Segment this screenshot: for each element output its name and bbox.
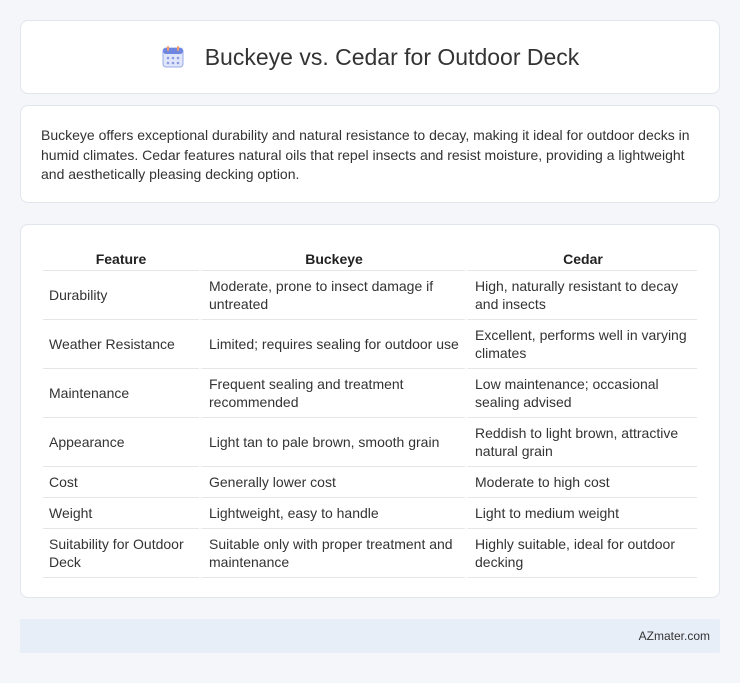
- cedar-cell: Light to medium weight: [465, 498, 697, 529]
- intro-text: Buckeye offers exceptional durability and natural resistance to decay, making it ideal for outdoor decks in humid climates. Cedar features natural oils that repel insects and resist moisture, providing a lightweight and aesthetically pleasing decking option.: [41, 127, 690, 182]
- feature-cell: Appearance: [43, 418, 199, 467]
- table-row: [43, 467, 697, 498]
- table-row: [43, 271, 697, 320]
- table-row: [43, 320, 697, 369]
- cedar-cell: Moderate to high cost: [465, 467, 697, 498]
- table-card: [20, 224, 720, 598]
- table-header-row: [43, 245, 697, 271]
- buckeye-cell: Moderate, prone to insect damage if untreated: [199, 271, 465, 320]
- header-cedar: Cedar: [465, 245, 697, 271]
- cedar-cell: Highly suitable, ideal for outdoor decking: [465, 529, 697, 578]
- table-row: [43, 418, 697, 467]
- header-buckeye: Buckeye: [199, 245, 465, 271]
- cedar-cell: Low maintenance; occasional sealing advised: [465, 369, 697, 418]
- buckeye-cell: Limited; requires sealing for outdoor use: [199, 320, 465, 369]
- feature-cell: Durability: [43, 271, 199, 320]
- feature-cell: Cost: [43, 467, 199, 498]
- page-title: Buckeye vs. Cedar for Outdoor Deck: [204, 43, 580, 70]
- table-row: [43, 498, 697, 529]
- buckeye-cell: Suitable only with proper treatment and maintenance: [199, 529, 465, 578]
- feature-cell: Weight: [43, 498, 199, 529]
- title-wrap: [161, 44, 580, 71]
- table-row: [43, 369, 697, 418]
- table-row: [43, 529, 697, 578]
- buckeye-cell: Light tan to pale brown, smooth grain: [199, 418, 465, 467]
- cedar-cell: Excellent, performs well in varying climates: [465, 320, 697, 369]
- cedar-cell: Reddish to light brown, attractive natural grain: [465, 418, 697, 467]
- feature-cell: Maintenance: [43, 369, 199, 418]
- buckeye-cell: Frequent sealing and treatment recommended: [199, 369, 465, 418]
- buckeye-cell: Lightweight, easy to handle: [199, 498, 465, 529]
- header-feature: Feature: [43, 245, 199, 271]
- footer: [20, 619, 720, 653]
- footer-source: AZmater.com: [638, 629, 710, 643]
- feature-cell: Suitability for Outdoor Deck: [43, 529, 199, 578]
- intro-card: [20, 105, 720, 203]
- feature-cell: Weather Resistance: [43, 320, 199, 369]
- comparison-table: [43, 245, 697, 578]
- buckeye-cell: Generally lower cost: [199, 467, 465, 498]
- cedar-cell: High, naturally resistant to decay and insects: [465, 271, 697, 320]
- title-card: [20, 20, 720, 94]
- calendar-icon: [161, 45, 185, 69]
